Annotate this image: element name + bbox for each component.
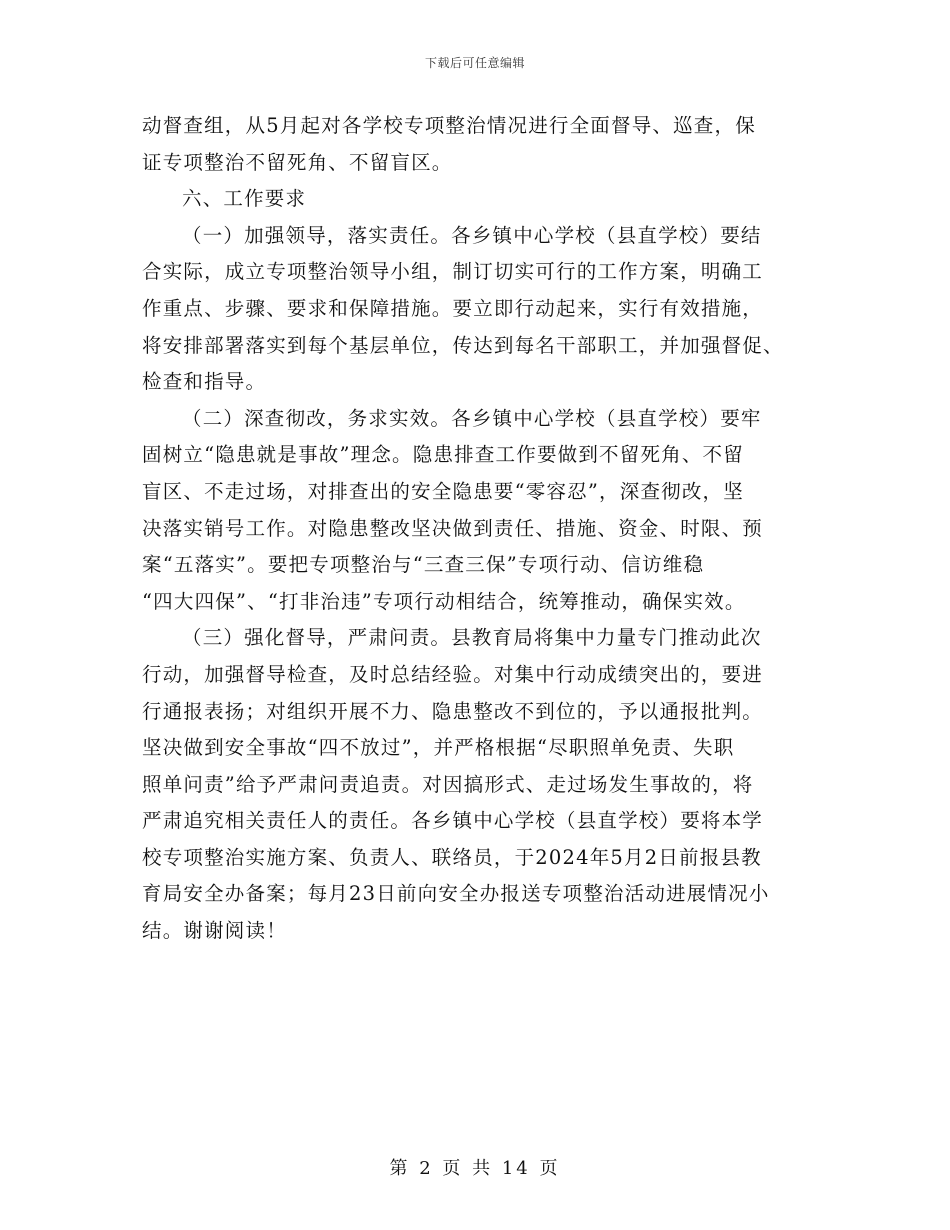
body-line: 合实际，成立专项整治领导小组，制订切实可行的工作方案，明确工 (142, 260, 764, 284)
body-line: 坚决做到安全事故“四不放过”，并严格根据“尽职照单免责、失职 (142, 736, 735, 760)
body-line: 行动，加强督导检查，及时总结经验。对集中行动成绩突出的，要进 (142, 662, 764, 686)
body-line: 严肃追究相关责任人的责任。各乡镇中心学校（县直学校）要将本学 (142, 809, 764, 833)
page-number: 第 2 页 共 14 页 (389, 1158, 561, 1179)
body-line: 将安排部署落实到每个基层单位，传达到每名干部职工，并加强督促、 (142, 333, 784, 357)
document-body (142, 108, 812, 950)
body-line: “四大四保”、“打非治违”专项行动相结合，统筹推动，确保实效。 (142, 589, 746, 613)
body-line: 检查和指导。 (142, 370, 267, 394)
body-line: 证专项整治不留死角、不留盲区。 (142, 150, 453, 174)
body-line: 校专项整治实施方案、负责人、联络员，于2024年5月2日前报县教 (142, 845, 762, 869)
section-heading: 六、工作要求 (182, 187, 307, 211)
body-line: 作重点、步骤、要求和保障措施。要立即行动起来，实行有效措施， (142, 296, 764, 320)
body-line: 动督查组，从5月起对各学校专项整治情况进行全面督导、巡查，保 (142, 114, 756, 137)
body-line: （二）深查彻改，务求实效。各乡镇中心学校（县直学校）要牢 (182, 406, 762, 430)
body-line: 盲区、不走过场，对排查出的安全隐患要“零容忍”，深查彻改，坚 (142, 479, 744, 503)
body-line: 照单问责”给予严肃问责追责。对因搞形式、走过场发生事故的，将 (142, 772, 754, 796)
body-line: 育局安全办备案；每月23日前向安全办报送专项整治活动进展情况小 (142, 882, 770, 906)
body-line: （三）强化督导，严肃问责。县教育局将集中力量专门推动此次 (182, 626, 762, 650)
body-line: （一）加强领导，落实责任。各乡镇中心学校（县直学校）要结 (182, 223, 762, 247)
body-line: 结。谢谢阅读！ (142, 919, 287, 943)
body-line: 案“五落实”。要把专项整治与“三查三保”专项行动、信访维稳 (142, 553, 705, 577)
page-header: 下载后可任意编辑 (424, 56, 525, 70)
body-line: 行通报表扬；对组织开展不力、隐患整改不到位的，予以通报批判。 (142, 699, 764, 723)
body-line: 固树立“隐患就是事故”理念。隐患排查工作要做到不留死角、不留 (142, 443, 744, 467)
body-line: 决落实销号工作。对隐患整改坚决做到责任、措施、资金、时限、预 (142, 516, 764, 540)
